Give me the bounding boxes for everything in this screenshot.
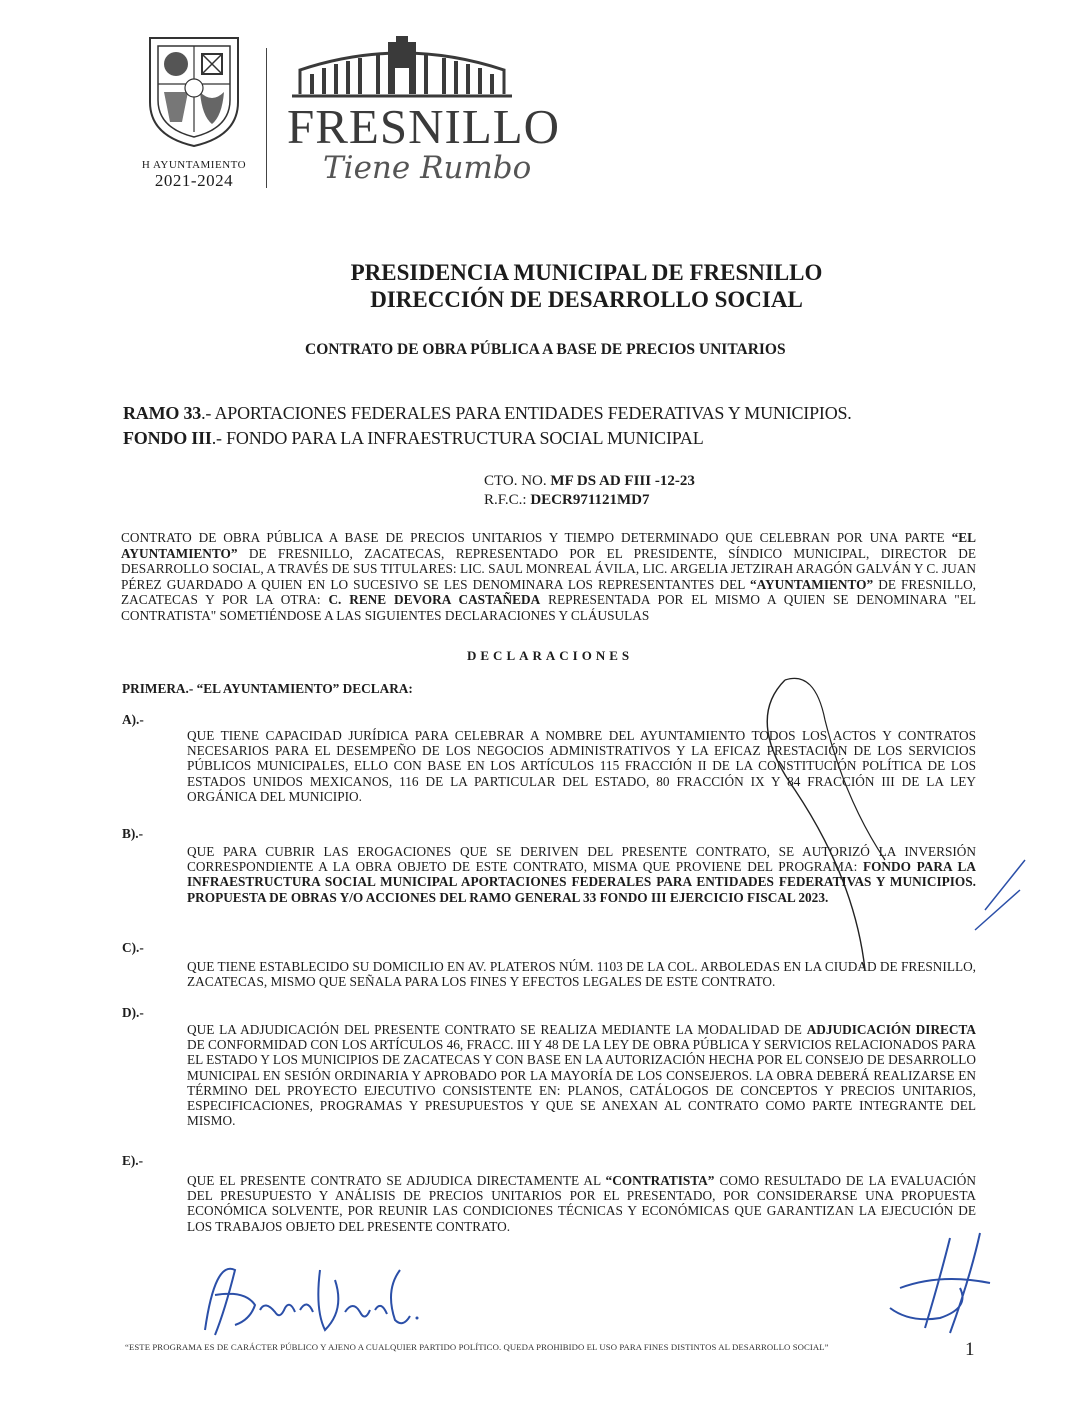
clause-e: QUE EL PRESENTE CONTRATO SE ADJUDICA DIRECTAMENTE AL “CONTRATISTA” COMO RESULTADO DE LA EVALUACIÓN DEL PRESUPUESTO Y ANÁLISIS DE PRECIOS UNITARIOS POR EL PRESENTADO, POR CONSIDERARSE UNA PROPUESTA ECONÓMICA SOLVENTE, POR REUNIR LAS CONDICIONES TÉCNICAS Y ECONÓMICAS QUE GARANTIZAN LA EJECUCIÓN DE LOS TRABAJOS OBJETO DEL PRESENTE CONTRATO. [187,1173,976,1234]
ramo-label: RAMO 33 [123,403,202,423]
brand-name: FRESNILLO [287,99,561,154]
municipal-seal [135,32,253,191]
page-subtitle: DIRECCIÓN DE DESARROLLO SOCIAL [370,287,803,312]
clause-label-a: A).- [122,712,144,727]
ramo-line [123,403,852,424]
fondo-label: FONDO III [123,428,212,448]
page-number: 1 [965,1339,975,1360]
clause-label-e: E).- [122,1153,144,1168]
rfc-number: R.F.C.: DECR971121MD7 [484,492,650,508]
clause-a: QUE TIENE CAPACIDAD JURÍDICA PARA CELEBRAR A NOMBRE DEL AYUNTAMIENTO TODOS LOS ACTOS Y CONTRATOS NECESARIOS PARA EL DESEMPEÑO DE LOS NEGOCIOS ADMINISTRATIVOS Y LA EFICAZ PRESTACIÓN DE LOS SERVICIOS PÚBLICOS MUNICIPALES, ELLO CON BASE EN LOS ARTÍCULOS 115 FRACCIÓN II DE LA CONSTITUCIÓN POLÍTICA DE LOS ESTADOS UNIDOS MEXICANOS, 116 DE LA PARTICULAR DEL ESTADO, 80 FRACCIÓN IX Y 84 FRACCIÓN III DE LA LEY ORGÁNICA DEL MUNICIPIO. [187,728,976,804]
declaraciones-heading: DECLARACIONES [467,648,634,663]
contract-type-title: CONTRATO DE OBRA PÚBLICA A BASE DE PRECIOS UNITARIOS [305,341,786,358]
building-skyline-icon [282,34,522,100]
pen-scribble-mark [735,660,1035,980]
primera-heading: PRIMERA.- “EL AYUNTAMIENTO” DECLARA: [122,681,413,696]
ramo-text: .- APORTACIONES FEDERALES PARA ENTIDADES FEDERATIVAS Y MUNICIPIOS. [201,403,852,423]
brand-tagline: Tiene Rumbo [323,150,532,186]
seal-caption: H AYUNTAMIENTO [141,159,247,171]
clause-label-d: D).- [122,1005,144,1020]
coat-of-arms-icon [142,32,246,150]
clause-d: QUE LA ADJUDICACIÓN DEL PRESENTE CONTRATO SE REALIZA MEDIANTE LA MODALIDAD DE ADJUDICACIÓN DIRECTA DE CONFORMIDAD CON LOS ARTÍCULOS 46, FRACC. III Y 48 DE LA LEY DE OBRA PÚBLICA Y SERVICIOS RELACIONADOS PARA EL ESTADO Y LOS MUNICIPIOS DE ZACATECAS Y CON BASE EN LA AUTORIZACIÓN HECHA POR EL CONSEJO DE DESARROLLO MUNICIPAL EN SESIÓN ORDINARIA Y APROBADO POR LA MAYORÍA DE LOS CONSEJEROS. LA OBRA DEBERÁ REALIZARSE EN TÉRMINO DEL PROYECTO EJECUTIVO CONSISTENTE EN: PLANOS, CATÁLOGOS DE CONCEPTOS Y PRECIOS UNITARIOS, ESPECIFICACIONES, PROGRAMAS Y PRESUPUESTOS Y QUE SE ANEXAN AL CONTRATO COMO PARTE INTEGRANTE DEL MISMO. [187,1022,976,1129]
contractor-signature-icon [195,1250,425,1340]
fondo-text: .- FONDO PARA LA INFRAESTRUCTURA SOCIAL MUNICIPAL [211,428,704,448]
clause-b: QUE PARA CUBRIR LAS EROGACIONES QUE SE DERIVEN DEL PRESENTE CONTRATO, SE AUTORIZÓ LA INVERSIÓN CORRESPONDIENTE A LA OBRA OBJETO DE ESTE CONTRATO, MISMA QUE PROVIENE DEL PROGRAMA: FONDO PARA LA INFRAESTRUCTURA SOCIAL MUNICIPAL APORTACIONES FEDERALES PARA ENTIDADES FEDERATIVAS Y MUNICIPIOS. PROPUESTA DE OBRAS Y/O ACCIONES DEL RAMO GENERAL 33 FONDO III EJERCICIO FISCAL 2023. [187,844,976,905]
clause-label-c: C).- [122,940,144,955]
seal-years: 2021-2024 [154,171,234,190]
official-signature-icon [880,1228,1000,1338]
contract-number: CTO. NO. MF DS AD FIII -12-23 [484,473,695,489]
page-title: PRESIDENCIA MUNICIPAL DE FRESNILLO [350,260,823,285]
fondo-line [123,428,704,449]
clause-label-b: B).- [122,826,144,841]
header-divider [266,48,267,188]
footer-disclaimer: “ESTE PROGRAMA ES DE CARÁCTER PÚBLICO Y AJENO A CUALQUIER PARTIDO POLÍTICO. QUEDA PROHIBIDO EL USO PARA FINES DISTINTOS AL DESARROLLO SOCIAL” [125,1342,829,1352]
clause-c: QUE TIENE ESTABLECIDO SU DOMICILIO EN AV. PLATEROS NÚM. 1103 DE LA COL. ARBOLEDAS EN LA CIUDAD DE FRESNILLO, ZACATECAS, MISMO QUE SEÑALA PARA LOS FINES Y EFECTOS LEGALES DE ESTE CONTRATO. [187,959,976,990]
intro-paragraph: CONTRATO DE OBRA PÚBLICA A BASE DE PRECIOS UNITARIOS Y TIEMPO DETERMINADO QUE CELEBRAN POR UNA PARTE “EL AYUNTAMIENTO” DE FRESNILLO, ZACATECAS, REPRESENTADO POR EL PRESIDENTE, SÍNDICO MUNICIPAL, DIRECTOR DE DESARROLLO SOCIAL, A TRAVÉS DE SUS TITULARES: LIC. SAUL MONREAL ÁVILA, LIC. ARGELIA JETZIRAH ARAGÓN GALVÁN Y C. JUAN PÉREZ GUARDADO A QUIEN EN LO SUCESIVO SE LES DENOMINARA LOS REPRESENTANTES DEL “AYUNTAMIENTO” DE FRESNILLO, ZACATECAS Y POR LA OTRA: C. RENE DEVORA CASTAÑEDA REPRESENTADA POR EL MISMO A QUIEN SE DENOMINARA "EL CONTRATISTA" SOMETIÉNDOSE A LAS SIGUIENTES DECLARACIONES Y CLÁUSULAS [121,530,977,623]
